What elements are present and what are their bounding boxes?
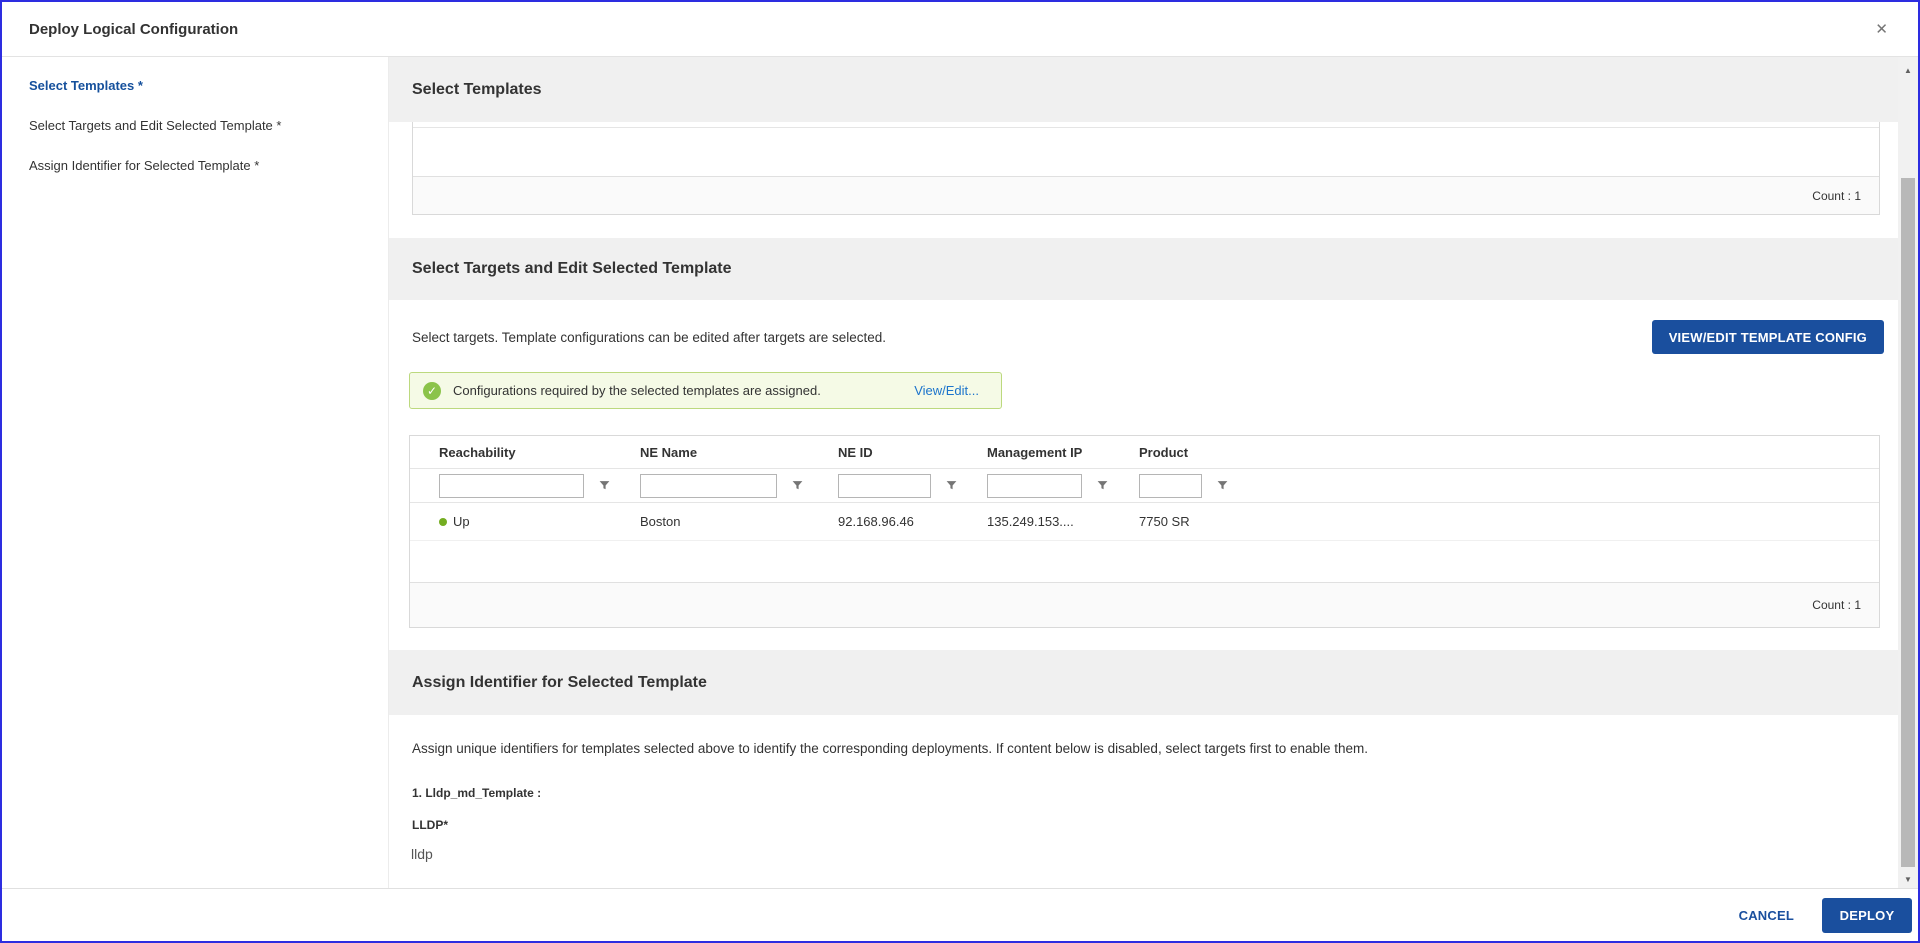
sidebar-item-assign-identifier[interactable]: Assign Identifier for Selected Template * xyxy=(29,157,260,173)
column-header-product: Product xyxy=(1139,444,1189,460)
template-number-label: 1. Lldp_md_Template : xyxy=(412,786,542,800)
steps-sidebar xyxy=(2,57,389,888)
cell-product: 7750 SR xyxy=(1139,514,1190,529)
targets-count: Count : 1 xyxy=(1812,598,1861,612)
success-banner-text: Configurations required by the selected templates are assigned. xyxy=(453,383,821,398)
column-header-reachability: Reachability xyxy=(439,444,516,460)
close-icon[interactable]: ✕ xyxy=(1875,20,1888,38)
filter-funnel-icon[interactable] xyxy=(1216,479,1229,492)
success-check-icon: ✓ xyxy=(423,382,441,400)
templates-table-empty-area xyxy=(413,128,1879,177)
section-header-select-templates xyxy=(389,57,1898,122)
table-row[interactable] xyxy=(410,503,1879,541)
cell-management-ip: 135.249.153.... xyxy=(987,514,1074,529)
cell-reachability xyxy=(439,514,640,529)
templates-table xyxy=(412,122,1880,215)
view-edit-link[interactable]: View/Edit... xyxy=(914,383,979,398)
filter-input-ne-name[interactable] xyxy=(640,474,777,498)
section-header-select-targets xyxy=(389,238,1898,300)
targets-table-empty-area xyxy=(410,541,1879,583)
section-title: Select Targets and Edit Selected Template xyxy=(412,260,732,277)
scroll-up-icon[interactable]: ▲ xyxy=(1904,65,1912,75)
success-banner xyxy=(409,372,1002,409)
section-header-assign-identifier xyxy=(389,650,1898,715)
column-header-ne-id: NE ID xyxy=(838,444,873,460)
column-header-ne-name: NE Name xyxy=(640,444,698,460)
cancel-button[interactable]: CANCEL xyxy=(1738,907,1794,923)
filter-funnel-icon[interactable] xyxy=(791,479,804,492)
filter-input-product[interactable] xyxy=(1139,474,1202,498)
identifier-description: Assign unique identifiers for templates selected above to identify the corresponding deployments. If content below is disabled, select targets first to enable them. xyxy=(412,741,1369,756)
lldp-field-label: LLDP* xyxy=(412,818,448,832)
targets-table-header-row xyxy=(410,436,1879,469)
dialog-title: Deploy Logical Configuration xyxy=(29,20,239,38)
vertical-scrollbar[interactable] xyxy=(1898,57,1918,888)
templates-count: Count : 1 xyxy=(1812,188,1861,203)
filter-input-ne-id[interactable] xyxy=(838,474,931,498)
filter-funnel-icon[interactable] xyxy=(1096,479,1109,492)
cell-ne-id: 92.168.96.46 xyxy=(838,514,914,529)
filter-funnel-icon[interactable] xyxy=(598,479,611,492)
dialog-body xyxy=(2,57,1918,888)
filter-input-reachability[interactable] xyxy=(439,474,584,498)
column-header-management-ip: Management IP xyxy=(987,444,1083,460)
targets-table-footer xyxy=(410,583,1879,627)
targets-description-row xyxy=(412,320,1884,354)
targets-table-filter-row xyxy=(410,469,1879,503)
deploy-button[interactable]: DEPLOY xyxy=(1822,898,1912,933)
sidebar-item-select-templates[interactable]: Select Templates * xyxy=(29,77,143,93)
templates-table-footer xyxy=(413,177,1879,214)
main-content xyxy=(389,57,1898,888)
scroll-down-icon[interactable]: ▼ xyxy=(1904,874,1912,884)
filter-input-management-ip[interactable] xyxy=(987,474,1082,498)
reachability-value: Up xyxy=(453,514,470,529)
targets-description: Select targets. Template configurations can be edited after targets are selected. xyxy=(412,329,887,345)
section-title: Assign Identifier for Selected Template xyxy=(412,673,707,691)
scrollbar-thumb[interactable] xyxy=(1901,178,1915,867)
targets-table xyxy=(409,435,1880,628)
dialog-header xyxy=(2,2,1918,57)
lldp-identifier-input[interactable] xyxy=(411,846,711,862)
view-edit-template-config-button[interactable]: VIEW/EDIT TEMPLATE CONFIG xyxy=(1652,320,1884,354)
dialog-footer xyxy=(2,888,1918,941)
sidebar-item-select-targets[interactable]: Select Targets and Edit Selected Template * xyxy=(29,117,282,133)
filter-funnel-icon[interactable] xyxy=(945,479,958,492)
status-up-icon xyxy=(439,518,447,526)
section-title: Select Templates xyxy=(412,80,542,98)
cell-ne-name: Boston xyxy=(640,514,681,529)
